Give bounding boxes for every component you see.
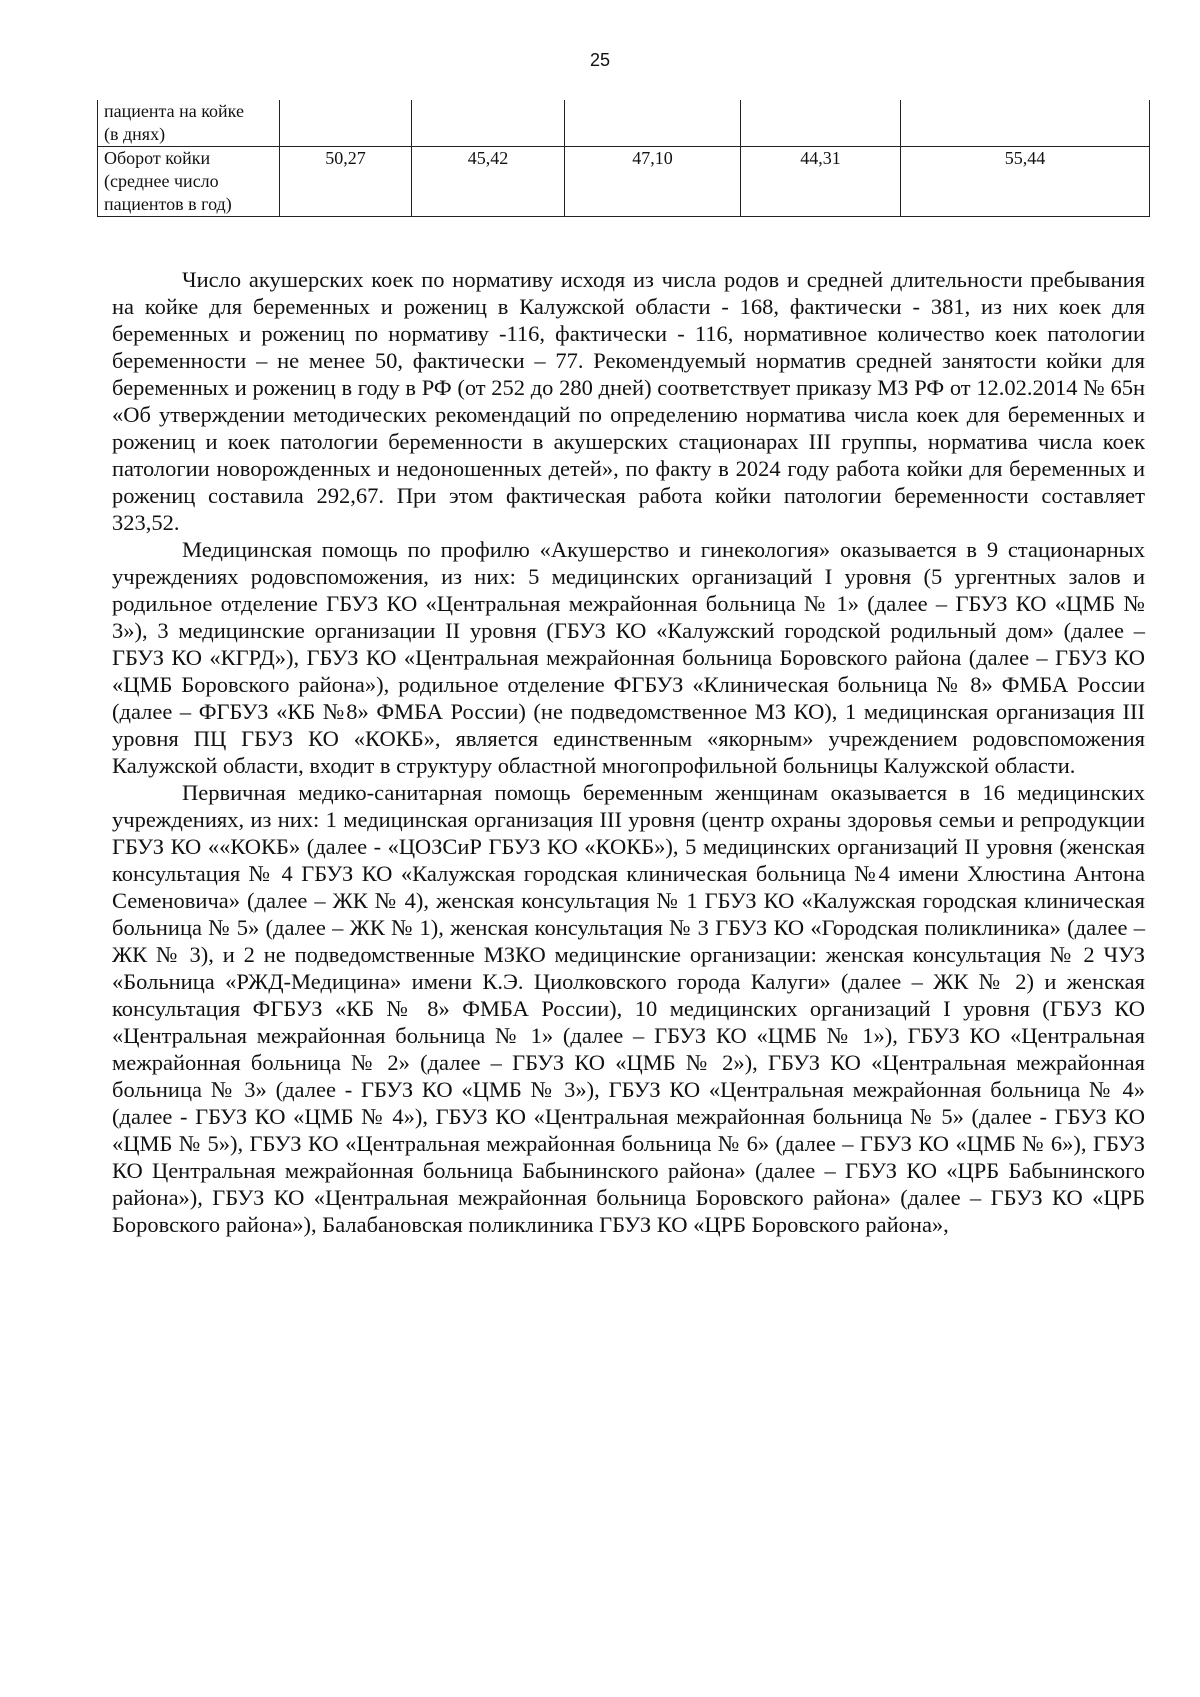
paragraph: Число акушерских коек по нормативу исходя из числа родов и средней длительности пребывания на койке для беременных и рожениц в Калужской области - 168, фактически - 381, из них коек для беременных и рожениц по нормативу -116, фактически - 116, нормативное количество коек патологии беременности – не менее 50, фактически – 77. Рекомендуемый норматив средней занятости койки для беременных и рожениц в году в РФ (от 252 до 280 дней) соответствует приказу МЗ РФ от 12.02.2014 № 65н «Об утверждении методических рекомендаций по определению норматива числа коек для беременных и рожениц и коек патологии беременности в акушерских стационарах III группы, норматива числа коек патологии новорожденных и недоношенных детей», по факту в 2024 году работа койки для беременных и рожениц составила 292,67. При этом фактическая работа койки патологии беременности составляет 323,52. <box>112 267 1145 535</box>
table-cell <box>901 100 1150 147</box>
table-cell: 44,31 <box>741 147 901 217</box>
table-cell <box>280 100 412 147</box>
table-cell <box>412 100 565 147</box>
document-body <box>112 266 1145 1238</box>
statistics-table <box>97 100 1150 217</box>
page-number: 25 <box>589 50 611 70</box>
table-row <box>98 147 1150 217</box>
table-cell: 50,27 <box>280 147 412 217</box>
table-cell <box>565 100 741 147</box>
paragraph: Первичная медико-санитарная помощь беременным женщинам оказывается в 16 медицинских учреждениях, из них: 1 медицинская организация III уровня (центр охраны здоровья семьи и репродукции ГБУЗ КО ««КОКБ» (далее - «ЦОЗСиР ГБУЗ КО «КОКБ»), 5 медицинских организаций II уровня (женская консультация № 4 ГБУЗ КО «Калужская городская клиническая больница №4 имени Хлюстина Антона Семеновича» (далее – ЖК № 4), женская консультация № 1 ГБУЗ КО «Калужская городская клиническая больница № 5» (далее – ЖК № 1), женская консультация № 3 ГБУЗ КО «Городская поликлиника» (далее – ЖК № 3), и 2 не подведомственные МЗКО медицинские организации: женская консультация № 2 ЧУЗ «Больница «РЖД-Медицина» имени К.Э. Циолковского города Калуги» (далее – ЖК № 2) и женская консультация ФГБУЗ «КБ № 8» ФМБА России), 10 медицинских организаций I уровня (ГБУЗ КО «Центральная межрайонная больница № 1» (далее – ГБУЗ КО «ЦМБ № 1»), ГБУЗ КО «Центральная межрайонная больница № 2» (далее – ГБУЗ КО «ЦМБ № 2»), ГБУЗ КО «Центральная межрайонная больница № 3» (далее - ГБУЗ КО «ЦМБ № 3»), ГБУЗ КО «Центральная межрайонная больница № 4» (далее - ГБУЗ КО «ЦМБ № 4»), ГБУЗ КО «Центральная межрайонная больница № 5» (далее - ГБУЗ КО «ЦМБ № 5»), ГБУЗ КО «Центральная межрайонная больница № 6» (далее – ГБУЗ КО «ЦМБ № 6»), ГБУЗ КО Центральная межрайонная больница Бабынинского района» (далее – ГБУЗ КО «ЦРБ Бабынинского района»), ГБУЗ КО «Центральная межрайонная больница Боровского района» (далее – ГБУЗ КО «ЦРБ Боровского района»), Балабановская поликлиника ГБУЗ КО «ЦРБ Боровского района», <box>112 780 1145 1237</box>
table-cell: 55,44 <box>901 147 1150 217</box>
row-label: Оборот койки (среднее число пациентов в год) <box>98 147 280 217</box>
paragraph: Медицинская помощь по профилю «Акушерство и гинекология» оказывается в 9 стационарных учреждениях родовспоможения, из них: 5 медицинских организаций I уровня (5 ургентных залов и родильное отделение ГБУЗ КО «Центральная межрайонная больница № 1» (далее – ГБУЗ КО «ЦМБ № 3»), 3 медицинские организации II уровня (ГБУЗ КО «Калужский городской родильный дом» (далее – ГБУЗ КО «КГРД»), ГБУЗ КО «Центральная межрайонная больница Боровского района (далее – ГБУЗ КО «ЦМБ Боровского района»), родильное отделение ФГБУЗ «Клиническая больница № 8» ФМБА России (далее – ФГБУЗ «КБ №8» ФМБА России) (не подведомственное МЗ КО), 1 медицинская организация III уровня ПЦ ГБУЗ КО «КОКБ», является единственным «якорным» учреждением родовспоможения Калужской области, входит в структуру областной многопрофильной больницы Калужской области. <box>112 537 1145 778</box>
table-cell: 47,10 <box>565 147 741 217</box>
table-row <box>98 100 1150 147</box>
row-label: пациента на койке (в днях) <box>98 100 280 147</box>
table-cell: 45,42 <box>412 147 565 217</box>
table-cell <box>741 100 901 147</box>
